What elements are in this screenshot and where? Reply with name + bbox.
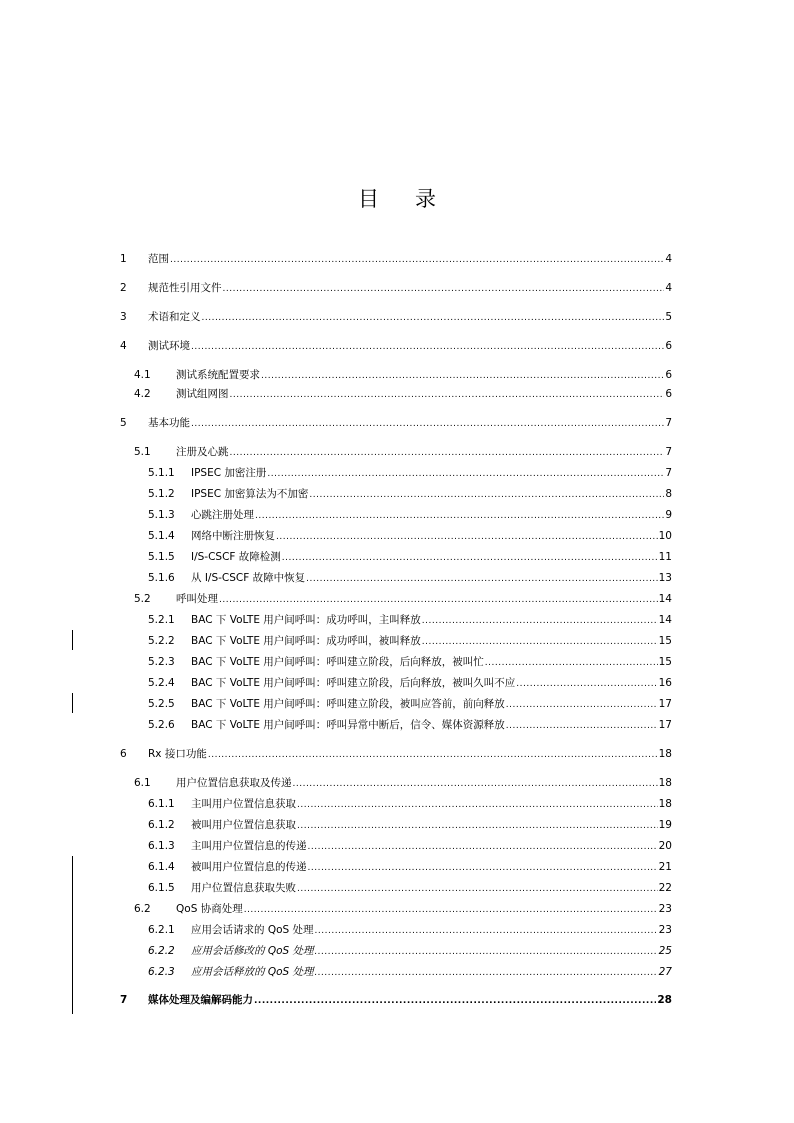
toc-leader-dots	[485, 655, 658, 671]
toc-entry[interactable]	[0, 507, 794, 523]
toc-entry-row	[191, 696, 672, 713]
revision-bar	[72, 630, 73, 650]
toc-leader-dots	[230, 387, 665, 403]
toc-entry-title: 规范性引用文件	[148, 282, 222, 294]
toc-entry-row	[148, 992, 672, 1009]
toc-entry-number: 6.1.4	[148, 861, 175, 873]
toc-leader-dots	[506, 718, 658, 734]
toc-entry-page: 11	[658, 551, 672, 563]
toc-entry-number: 5.1.4	[148, 530, 175, 542]
toc-entry-page: 8	[665, 488, 672, 500]
toc-entry-title: 应用会话修改的 QoS 处理	[191, 945, 314, 957]
toc-entry-page: 21	[658, 861, 672, 873]
toc-entry[interactable]	[0, 386, 794, 402]
toc-leader-dots	[254, 993, 656, 1009]
toc-entry-number: 5.1.6	[148, 572, 175, 584]
toc-entry-page: 23	[658, 903, 672, 915]
toc-entry-number: 5.1	[134, 446, 151, 458]
toc-entry-title: 应用会话释放的 QoS 处理	[191, 966, 314, 978]
toc-leader-dots	[422, 634, 658, 650]
toc-leader-dots	[244, 902, 658, 918]
toc-entry-title: 用户位置信息获取及传递	[176, 777, 292, 789]
toc-entry-title: BAC 下 VoLTE 用户间呼叫：成功呼叫，主叫释放	[191, 614, 421, 626]
toc-entry[interactable]	[0, 654, 794, 670]
toc-entry-number: 6.2	[134, 903, 151, 915]
toc-entry[interactable]	[0, 746, 794, 762]
toc-entry-number: 5.1.1	[148, 467, 175, 479]
toc-entry-title: 应用会话请求的 QoS 处理	[191, 924, 314, 936]
toc-leader-dots	[308, 860, 658, 876]
toc-entry-number: 5.2.5	[148, 698, 175, 710]
toc-entry-number: 5.2.2	[148, 635, 175, 647]
toc-leader-dots	[422, 613, 658, 629]
toc-entry-row	[148, 280, 672, 297]
toc-entry-page: 17	[658, 719, 672, 731]
toc-entry-title: BAC 下 VoLTE 用户间呼叫：呼叫建立阶段，被叫应答前，前向释放	[191, 698, 505, 710]
toc-entry[interactable]	[0, 838, 794, 854]
toc-entry-title: 用户位置信息获取失败	[191, 882, 296, 894]
toc-leader-dots	[315, 923, 658, 939]
toc-entry[interactable]	[0, 444, 794, 460]
toc-entry-page: 16	[658, 677, 672, 689]
toc-leader-dots	[170, 252, 664, 268]
toc-entry-page: 17	[658, 698, 672, 710]
toc-entry-page: 6	[665, 388, 672, 400]
toc-entry[interactable]	[0, 922, 794, 938]
toc-entry-page: 7	[665, 467, 672, 479]
toc-leader-dots	[191, 416, 664, 432]
toc-entry-row	[191, 549, 672, 566]
toc-entry-title: BAC 下 VoLTE 用户间呼叫：成功呼叫，被叫释放	[191, 635, 421, 647]
toc-entry-number: 6.2.3	[148, 966, 175, 978]
toc-entry-page: 25	[658, 945, 672, 957]
toc-leader-dots	[315, 944, 658, 960]
toc-leader-dots	[282, 550, 658, 566]
toc-entry-row	[176, 444, 672, 461]
toc-entry[interactable]	[0, 280, 794, 296]
toc-entry-title: I/S-CSCF 故障检测	[191, 551, 281, 563]
toc-entry[interactable]	[0, 633, 794, 649]
toc-entry-row	[176, 591, 672, 608]
toc-leader-dots	[306, 571, 657, 587]
toc-entry-page: 9	[665, 509, 672, 521]
toc-entry[interactable]	[0, 901, 794, 917]
toc-entry-row	[191, 486, 672, 503]
revision-bar	[72, 856, 73, 1014]
toc-entry-row	[191, 465, 672, 482]
toc-entry[interactable]	[0, 796, 794, 812]
toc-entry-title: IPSEC 加密算法为不加密	[191, 488, 309, 500]
toc-entry[interactable]	[0, 717, 794, 733]
toc-entry-title: Rx 接口功能	[148, 748, 207, 760]
toc-leader-dots	[315, 965, 658, 981]
toc-entry-title: 主叫用户位置信息的传递	[191, 840, 307, 852]
toc-entry-page: 7	[665, 446, 672, 458]
toc-entry-row	[191, 654, 672, 671]
toc-leader-dots	[308, 839, 658, 855]
toc-leader-dots	[223, 281, 665, 297]
toc-entry-page: 28	[657, 994, 672, 1006]
toc-entry-page: 4	[665, 253, 672, 265]
toc-entry-row	[148, 415, 672, 432]
toc-entry-row	[191, 675, 672, 692]
toc-leader-dots	[208, 747, 658, 763]
toc-entry-title: 测试组网图	[176, 388, 229, 400]
toc-entry-number: 6.1.1	[148, 798, 175, 810]
toc-entry-number: 3	[120, 311, 127, 323]
toc-entry-page: 15	[658, 656, 672, 668]
toc-entry-title: 从 I/S-CSCF 故障中恢复	[191, 572, 306, 584]
toc-entry[interactable]	[0, 415, 794, 431]
toc-entry-row	[191, 717, 672, 734]
toc-leader-dots	[297, 818, 658, 834]
toc-entry-title: 呼叫处理	[176, 593, 218, 605]
toc-leader-dots	[516, 676, 657, 692]
toc-entry-number: 5.2.3	[148, 656, 175, 668]
toc-entry-number: 5.2.6	[148, 719, 175, 731]
revision-bar	[72, 693, 73, 713]
toc-entry-number: 5.1.5	[148, 551, 175, 563]
toc-entry-number: 5.2.4	[148, 677, 175, 689]
toc-entry-row	[191, 612, 672, 629]
toc-entry-page: 5	[665, 311, 672, 323]
toc-entry-number: 6.1.2	[148, 819, 175, 831]
toc-entry-number: 2	[120, 282, 127, 294]
toc-entry-page: 10	[658, 530, 672, 542]
toc-entry-row	[176, 367, 672, 384]
toc-leader-dots	[230, 445, 665, 461]
toc-entry-row	[148, 251, 672, 268]
toc-entry-row	[148, 746, 672, 763]
toc-entry[interactable]	[0, 992, 794, 1008]
toc-entry-page: 7	[665, 417, 672, 429]
toc-entry-page: 19	[658, 819, 672, 831]
toc-entry-row	[191, 838, 672, 855]
toc-entry-number: 5.2	[134, 593, 151, 605]
toc-entry-page: 4	[665, 282, 672, 294]
toc-entry[interactable]	[0, 251, 794, 267]
toc-leader-dots	[219, 592, 658, 608]
toc-entry-title: BAC 下 VoLTE 用户间呼叫：呼叫建立阶段，后向释放，被叫久叫不应	[191, 677, 516, 689]
toc-entry-page: 14	[658, 593, 672, 605]
toc-entry-number: 5.2.1	[148, 614, 175, 626]
toc-entry-number: 6.1	[134, 777, 151, 789]
toc-entry-page: 6	[665, 369, 672, 381]
toc-entry-number: 5.1.2	[148, 488, 175, 500]
toc-entry-page: 22	[658, 882, 672, 894]
toc-entry-number: 6.1.5	[148, 882, 175, 894]
toc-leader-dots	[309, 487, 664, 503]
toc-entry-row	[191, 528, 672, 545]
toc-leader-dots	[506, 697, 658, 713]
toc-entry-number: 6.2.1	[148, 924, 175, 936]
toc-entry-row	[191, 570, 672, 587]
toc-entry-number: 5.1.3	[148, 509, 175, 521]
toc-leader-dots	[267, 466, 664, 482]
toc-entry-row	[191, 964, 672, 981]
toc-entry[interactable]	[0, 612, 794, 628]
toc-entry-page: 18	[658, 748, 672, 760]
toc-entry-title: 注册及心跳	[176, 446, 229, 458]
toc-entry[interactable]	[0, 549, 794, 565]
toc-entry-page: 13	[658, 572, 672, 584]
toc-leader-dots	[261, 368, 664, 384]
toc-entry-title: 网络中断注册恢复	[191, 530, 275, 542]
toc-entry-row	[191, 922, 672, 939]
toc-entry-number: 6.2.2	[148, 945, 175, 957]
toc-entry-page: 20	[658, 840, 672, 852]
toc-leader-dots	[276, 529, 658, 545]
toc-entry-number: 6.1.3	[148, 840, 175, 852]
toc-entry-row	[191, 796, 672, 813]
toc-entry-row	[191, 633, 672, 650]
toc-entry-row	[176, 901, 672, 918]
toc-entry-page: 18	[658, 798, 672, 810]
toc-entry[interactable]	[0, 465, 794, 481]
toc-entry-number: 7	[120, 994, 128, 1006]
toc-entry-title: 媒体处理及编解码能力	[148, 994, 253, 1006]
toc-entry[interactable]	[0, 338, 794, 354]
toc-entry[interactable]	[0, 570, 794, 586]
toc-entry-number: 5	[120, 417, 127, 429]
toc-entry-row	[191, 507, 672, 524]
page-title: 目录	[358, 187, 472, 211]
toc-entry-page: 15	[658, 635, 672, 647]
toc-entry-title: IPSEC 加密注册	[191, 467, 267, 479]
toc-entry[interactable]	[0, 817, 794, 833]
toc-entry-row	[148, 309, 672, 326]
toc-leader-dots	[191, 339, 664, 355]
toc-entry[interactable]	[0, 528, 794, 544]
toc-entry-title: QoS 协商处理	[176, 903, 243, 915]
toc-entry-title: 被叫用户位置信息的传递	[191, 861, 307, 873]
toc-entry-row	[191, 880, 672, 897]
toc-entry[interactable]	[0, 880, 794, 896]
toc-leader-dots	[293, 776, 658, 792]
toc-entry-title: 测试系统配置要求	[176, 369, 260, 381]
toc-entry-page: 14	[658, 614, 672, 626]
toc-entry-row	[176, 386, 672, 403]
toc-leader-dots	[297, 797, 658, 813]
toc-entry-title: 测试环境	[148, 340, 190, 352]
toc-entry-title: 术语和定义	[148, 311, 201, 323]
toc-entry-title: BAC 下 VoLTE 用户间呼叫：呼叫建立阶段，后向释放，被叫忙	[191, 656, 484, 668]
toc-entry-title: 范围	[148, 253, 169, 265]
toc-entry[interactable]	[0, 486, 794, 502]
toc-entry[interactable]	[0, 964, 794, 980]
toc-entry-title: 主叫用户位置信息获取	[191, 798, 296, 810]
toc-entry-number: 1	[120, 253, 127, 265]
toc-entry-page: 27	[658, 966, 672, 978]
toc-entry[interactable]	[0, 943, 794, 959]
toc-leader-dots	[297, 881, 658, 897]
toc-entry[interactable]	[0, 859, 794, 875]
toc-entry-title: 被叫用户位置信息获取	[191, 819, 296, 831]
toc-entry-page: 18	[658, 777, 672, 789]
toc-entry-number: 6	[120, 748, 127, 760]
toc-entry-page: 23	[658, 924, 672, 936]
toc-entry[interactable]	[0, 775, 794, 791]
toc-entry-row	[191, 943, 672, 960]
toc-entry-row	[191, 817, 672, 834]
toc-entry[interactable]	[0, 675, 794, 691]
toc-entry[interactable]	[0, 696, 794, 712]
toc-entry-number: 4.2	[134, 388, 151, 400]
toc-entry[interactable]	[0, 591, 794, 607]
toc-entry-title: 基本功能	[148, 417, 190, 429]
toc-entry-title: 心跳注册处理	[191, 509, 254, 521]
toc-entry-row	[148, 338, 672, 355]
toc-entry-title: BAC 下 VoLTE 用户间呼叫：呼叫异常中断后，信令、媒体资源释放	[191, 719, 505, 731]
toc-leader-dots	[202, 310, 665, 326]
toc-entry-number: 4.1	[134, 369, 151, 381]
toc-entry[interactable]	[0, 309, 794, 325]
toc-entry-page: 6	[665, 340, 672, 352]
toc-leader-dots	[255, 508, 664, 524]
toc-entry-row	[191, 859, 672, 876]
toc-entry[interactable]	[0, 367, 794, 383]
toc-entry-number: 4	[120, 340, 127, 352]
toc-entry-row	[176, 775, 672, 792]
